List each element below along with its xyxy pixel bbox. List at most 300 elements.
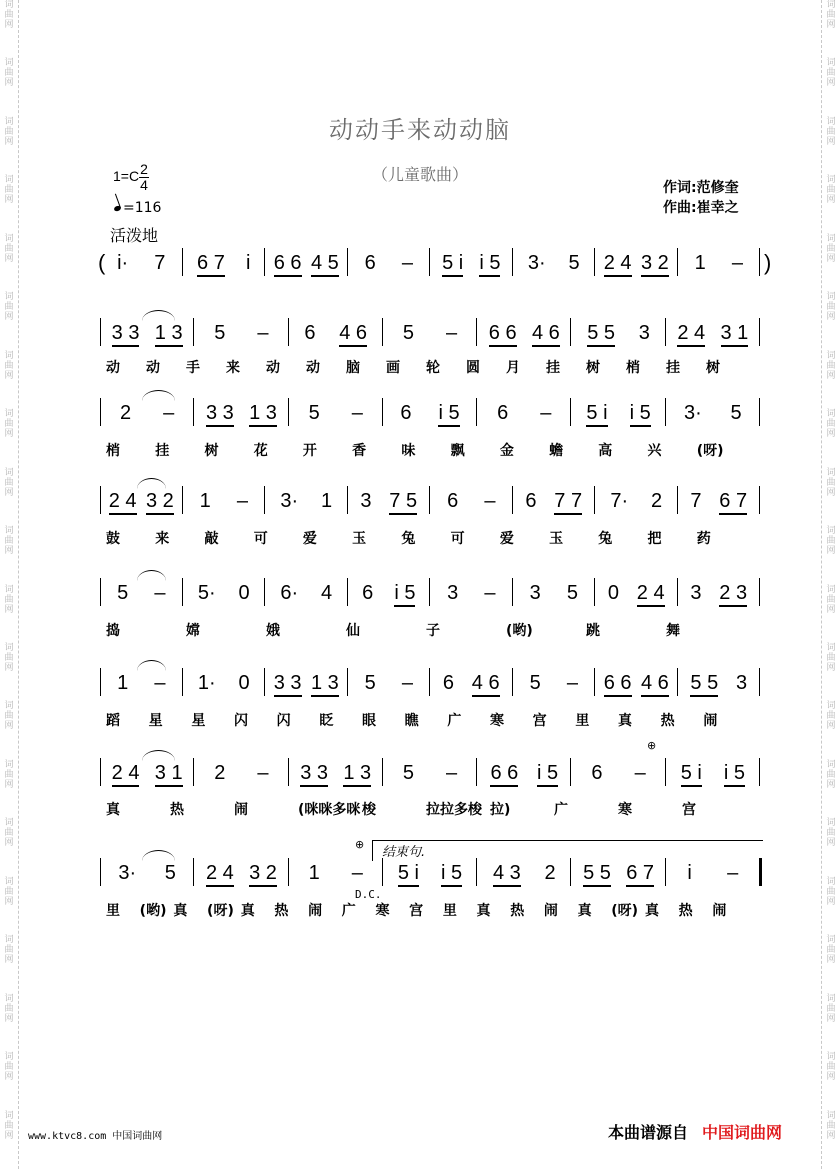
barline: [264, 486, 265, 514]
watermark-char: 词: [4, 876, 14, 887]
lyric-syllable: 眨: [319, 713, 334, 729]
watermark-char: 曲: [4, 243, 14, 254]
note-group: 2: [544, 862, 556, 884]
watermark-char: 网: [826, 721, 836, 732]
measure: [682, 490, 757, 514]
measure: [187, 490, 262, 514]
note-group: 6 6: [274, 252, 302, 277]
note-group: 2 4: [206, 862, 234, 887]
lyric-syllable: 来: [226, 360, 240, 376]
note-group: 6: [497, 402, 509, 424]
notation-row: [100, 578, 770, 608]
watermark-char: 词: [826, 935, 836, 946]
lyric-syllable: 开: [302, 443, 317, 459]
note-group: –: [236, 490, 248, 512]
measure: [269, 582, 344, 606]
barline: [570, 318, 571, 346]
watermark-char: 曲: [826, 68, 836, 79]
note-group: 5: [566, 582, 578, 604]
note-group: 1: [117, 672, 129, 694]
barline: [594, 486, 595, 514]
watermark-char: 网: [4, 195, 14, 206]
barline: [759, 578, 760, 606]
barline: [182, 486, 183, 514]
watermark-char: 词: [4, 233, 14, 244]
measure: [352, 582, 427, 606]
measure: [670, 322, 756, 346]
lyric-syllable: (哟): [506, 623, 533, 639]
barline: [677, 668, 678, 696]
barline: [570, 858, 571, 886]
lyric-syllable: 宫: [682, 802, 696, 818]
note-group: –: [484, 582, 496, 604]
note-group: 5: [117, 582, 129, 604]
barline: [264, 248, 265, 276]
watermark-char: 词: [826, 350, 836, 361]
lyric-syllable: 来: [155, 531, 170, 547]
barline: [288, 858, 289, 886]
note-group: i 5: [724, 762, 745, 787]
tempo-value: =116: [123, 200, 162, 216]
barline: [429, 668, 430, 696]
barline: [193, 398, 194, 426]
watermark-char: 网: [4, 955, 14, 966]
lyric-syllable: 里: [442, 903, 457, 919]
watermark-char: 网: [4, 779, 14, 790]
composer: 作曲:崔幸之: [663, 200, 739, 216]
barline: [665, 398, 666, 426]
measure: [387, 322, 473, 346]
watermark-char: 词: [4, 1110, 14, 1121]
barline: [429, 248, 430, 276]
lyric-syllable: 广: [447, 713, 462, 729]
note-group: –: [351, 862, 363, 884]
lyric-row: [100, 528, 770, 550]
watermark-char: 词: [826, 175, 836, 186]
lyric-syllable: 挂: [155, 443, 170, 459]
measure: [104, 322, 190, 346]
note-group: 2: [214, 762, 226, 784]
lyric-syllable: 挂: [546, 360, 560, 376]
lyric-syllable: 宫: [409, 903, 424, 919]
song-subtitle: （儿童歌曲）: [371, 165, 468, 184]
note-group: 3·: [527, 252, 546, 274]
watermark-char: 曲: [4, 1003, 14, 1014]
measure: [198, 862, 284, 886]
note-group: 6 6: [490, 762, 518, 787]
watermark-char: 网: [4, 838, 14, 849]
note-group: 3 2: [641, 252, 669, 277]
watermark-char: 曲: [826, 652, 836, 663]
lyric-syllable: 画: [386, 360, 400, 376]
note-group: 7·: [610, 490, 629, 512]
note-group: 3·: [280, 490, 299, 512]
note-group: 5 5: [587, 322, 615, 347]
notation-row: [100, 668, 770, 698]
watermark-char: 曲: [826, 419, 836, 430]
measure: [187, 582, 262, 606]
barline: [476, 318, 477, 346]
barline: [429, 486, 430, 514]
watermark-char: 词: [4, 935, 14, 946]
lyric-syllable: 真: [644, 903, 659, 919]
watermark-char: 词: [826, 1052, 836, 1063]
note-group: 2: [120, 402, 132, 424]
lyric-syllable: (哟): [139, 903, 167, 919]
watermark-char: 网: [826, 955, 836, 966]
lyric-syllable: 热: [660, 713, 675, 729]
watermark-char: 网: [826, 487, 836, 498]
lyric-syllable: 里: [575, 713, 590, 729]
watermark-char: 网: [826, 604, 836, 615]
barline: [347, 578, 348, 606]
watermark-char: 曲: [4, 711, 14, 722]
lyric-syllable: 寒: [375, 903, 390, 919]
note-group: 3: [735, 672, 748, 694]
quarter-note-icon: [113, 205, 121, 212]
lyric-syllable: 兴: [647, 443, 662, 459]
watermark-char: 曲: [4, 68, 14, 79]
time-signature: [139, 162, 149, 193]
watermark-char: 网: [826, 546, 836, 557]
barline: [665, 858, 666, 886]
barline: [264, 668, 265, 696]
measure: [575, 402, 661, 426]
note-group: 1·: [197, 672, 216, 694]
measure: [187, 252, 262, 276]
note-group: 2: [650, 490, 663, 512]
watermark-char: 曲: [4, 10, 14, 20]
measure: [599, 490, 674, 514]
watermark-char: 网: [826, 838, 836, 849]
lyric-row: [100, 357, 770, 379]
lyric-syllable: 跳: [586, 623, 600, 639]
key-signature: [113, 162, 149, 193]
barline: [594, 248, 595, 276]
ending-bracket: [372, 840, 763, 861]
watermark-char: 词: [4, 1052, 14, 1063]
lyric-syllable: (咪咪多咪: [298, 802, 361, 818]
note-group: 7 5: [389, 490, 417, 515]
watermark-char: 词: [826, 642, 836, 653]
lyric-syllable: 兔: [598, 531, 613, 547]
watermark-char: 网: [826, 253, 836, 264]
watermark-char: 曲: [4, 302, 14, 313]
measure: [352, 490, 427, 514]
lyric-syllable: 拉拉多梭: [426, 802, 482, 818]
note-group: 3: [360, 490, 372, 512]
note-group: 7: [690, 490, 702, 512]
tempo-marking: [114, 200, 161, 216]
note-group: 5: [529, 672, 541, 694]
watermark-char: 曲: [4, 945, 14, 956]
dc-mark: D.C.: [355, 888, 382, 901]
note-group: 2 3: [719, 582, 747, 607]
lyric-syllable: 广: [554, 802, 568, 818]
watermark-char: 网: [4, 896, 14, 907]
notation-row: [100, 486, 770, 516]
note-group: 5: [164, 862, 176, 884]
slur: [137, 478, 166, 489]
barline: [182, 248, 183, 276]
lyric-syllable: 飘: [450, 443, 465, 459]
watermark-char: 网: [4, 604, 14, 615]
lyric-syllable: (呀): [696, 443, 724, 459]
slur: [142, 390, 175, 401]
note-group: –: [163, 402, 175, 424]
watermark-char: 曲: [826, 360, 836, 371]
ending-label: 结束句.: [382, 845, 426, 860]
watermark-char: 词: [826, 759, 836, 770]
note-group: 5 i: [398, 862, 419, 887]
lyric-syllable: 梢: [106, 443, 120, 459]
lyric-syllable: 脑: [346, 360, 360, 376]
lyric-row: [100, 900, 770, 922]
note-group: –: [566, 672, 578, 694]
lyric-syllable: 梢: [626, 360, 640, 376]
watermark-char: 词: [826, 993, 836, 1004]
note-group: 0: [238, 582, 250, 604]
note-group: –: [154, 582, 166, 604]
notation-row: [100, 398, 770, 428]
note-group: 6·: [280, 582, 299, 604]
lyric-syllable: 动: [106, 360, 120, 376]
watermark-char: 曲: [4, 652, 14, 663]
lyric-syllable: 动: [266, 360, 280, 376]
barline: [347, 668, 348, 696]
note-group: –: [401, 672, 413, 694]
lyric-syllable: 味: [401, 443, 416, 459]
watermark-char: 曲: [826, 126, 836, 137]
coda-mark-1: ⊕: [647, 739, 657, 752]
watermark-char: 曲: [826, 945, 836, 956]
note-group: 5 i: [442, 252, 463, 277]
lyric-syllable: 嫦: [186, 623, 200, 639]
barline: [100, 758, 101, 786]
watermark-char: 网: [826, 429, 836, 440]
measure: [198, 402, 284, 426]
barline: [476, 858, 477, 886]
watermark-char: 曲: [826, 1120, 836, 1131]
barline: [100, 398, 101, 426]
barline: [382, 318, 383, 346]
lyric-syllable: 热: [274, 903, 289, 919]
barline: [570, 398, 571, 426]
measure: [599, 672, 674, 696]
watermark-char: 曲: [826, 886, 836, 897]
lyric-syllable: 捣: [106, 623, 120, 639]
time-numerator: 2: [140, 161, 148, 177]
lyric-syllable: 闹: [234, 802, 248, 818]
note-group: 6: [304, 322, 316, 344]
note-group: 3: [447, 582, 459, 604]
barline: [193, 758, 194, 786]
watermark-char: 网: [826, 1072, 836, 1083]
lyric-syllable: 真: [476, 903, 491, 919]
barline: [100, 318, 101, 346]
lyric-syllable: 闪: [234, 713, 248, 729]
barline: [665, 318, 666, 346]
note-group: 5: [402, 762, 414, 784]
watermark-char: 网: [826, 370, 836, 381]
watermark-char: 网: [4, 1130, 14, 1141]
watermark-char: 网: [4, 78, 14, 89]
lyric-syllable: 可: [450, 531, 465, 547]
watermark-char: 网: [4, 429, 14, 440]
watermark-char: 曲: [826, 1003, 836, 1014]
note-group: 6: [447, 490, 459, 512]
barline: [677, 248, 678, 276]
note-group: 1: [199, 490, 211, 512]
lyric-syllable: 寒: [618, 802, 632, 818]
note-group: 7: [154, 252, 166, 274]
note-group: 5: [402, 322, 414, 344]
lyric-syllable: 真: [618, 713, 632, 729]
measure: [599, 252, 674, 276]
lyric-row: [100, 710, 770, 732]
note-group: 3 2: [146, 490, 174, 515]
barline: [382, 398, 383, 426]
lyric-syllable: 手: [186, 360, 200, 376]
measure: [352, 252, 427, 276]
measure: [434, 672, 509, 696]
note-group: –: [634, 762, 646, 784]
barline: [382, 758, 383, 786]
watermark-char: 网: [4, 312, 14, 323]
watermark-char: 词: [4, 467, 14, 478]
lyric-syllable: 动: [146, 360, 160, 376]
lyric-row: [100, 620, 770, 642]
watermark-char: 曲: [826, 243, 836, 254]
note-group: 4 6: [532, 322, 560, 347]
mood-marking: 活泼地: [110, 226, 159, 245]
lyric-syllable: 热: [510, 903, 525, 919]
measure: [599, 582, 674, 606]
note-group: 4 3: [493, 862, 521, 887]
lyric-row: [100, 440, 770, 462]
lyric-syllable: 舞: [666, 623, 680, 639]
lyric-syllable: 娥: [266, 623, 280, 639]
note-group: 6 7: [197, 252, 225, 277]
watermark-char: 词: [4, 116, 14, 127]
key-prefix: 1=C: [113, 168, 140, 185]
watermark-char: 词: [4, 526, 14, 537]
measure: [481, 402, 567, 426]
lyric-syllable: 爱: [499, 531, 514, 547]
note-group: 5·: [197, 582, 216, 604]
slur: [137, 660, 166, 671]
measure: [517, 490, 592, 514]
note-group: –: [727, 862, 739, 884]
notation-row: [100, 318, 770, 348]
watermark-char: 曲: [4, 126, 14, 137]
slur: [142, 310, 175, 321]
note-group: 5: [568, 252, 580, 274]
barline: [570, 758, 571, 786]
barline: [594, 668, 595, 696]
watermark-char: 曲: [826, 769, 836, 780]
barline: [759, 248, 760, 276]
note-group: 1 3: [249, 402, 277, 427]
measure: [682, 672, 757, 696]
barline: [347, 486, 348, 514]
barline: [100, 858, 101, 886]
measure: [682, 252, 757, 276]
note-group: 3·: [118, 862, 137, 884]
lyric-syllable: 玉: [352, 531, 367, 547]
measure: [434, 252, 509, 276]
note-group: –: [445, 322, 458, 344]
watermark-char: 词: [4, 642, 14, 653]
watermark-char: 词: [4, 175, 14, 186]
lyric-syllable: 圆: [466, 360, 480, 376]
watermark-char: 网: [826, 1013, 836, 1024]
lyric-syllable: (呀): [611, 903, 639, 919]
note-group: 0: [607, 582, 620, 604]
lyric-syllable: 花: [253, 443, 268, 459]
barline: [100, 578, 101, 606]
barline: [512, 578, 513, 606]
note-group: 5: [308, 402, 320, 424]
barline: [193, 318, 194, 346]
note-group: i 5: [441, 862, 462, 887]
note-group: 1 3: [155, 322, 183, 347]
lyric-syllable: 鼓: [106, 531, 120, 547]
lyric-syllable: 拉): [490, 802, 511, 818]
lyric-syllable: 热: [678, 903, 693, 919]
watermark-char: 网: [826, 896, 836, 907]
note-group: 6: [525, 490, 537, 512]
lyric-syllable: 闹: [703, 713, 718, 729]
barline: [594, 578, 595, 606]
barline: [288, 318, 289, 346]
lyric-syllable: 广: [341, 903, 356, 919]
measure: [682, 582, 757, 606]
lyric-syllable: 月: [506, 360, 520, 376]
watermark-char: 网: [4, 253, 14, 264]
watermark-char: 词: [4, 58, 14, 69]
note-group: 2 4: [112, 762, 140, 787]
measure: [387, 862, 473, 886]
lyric-syllable: 闹: [543, 903, 558, 919]
measure: [517, 582, 592, 606]
barline: [182, 578, 183, 606]
lyric-syllable: 药: [696, 531, 711, 547]
lyric-syllable: 动: [306, 360, 320, 376]
watermark-char: 曲: [4, 419, 14, 430]
barline: [512, 486, 513, 514]
measure: [104, 490, 179, 514]
note-group: 6: [442, 672, 455, 694]
lyric-syllable: 兔: [401, 531, 416, 547]
watermark-char: 词: [4, 759, 14, 770]
footer-source: [608, 1120, 782, 1143]
note-group: –: [351, 402, 363, 424]
watermark-char: 曲: [826, 10, 836, 20]
watermark-char: 曲: [826, 185, 836, 196]
footer-url: www.ktvc8.com 中国词曲网: [28, 1131, 163, 1142]
lyric-syllable: 蟾: [549, 443, 564, 459]
note-group: 6: [364, 252, 376, 274]
lyric-syllable: 闹: [308, 903, 323, 919]
watermark-char: 曲: [826, 302, 836, 313]
lyric-syllable: 挂: [666, 360, 680, 376]
note-group: 6 7: [626, 862, 654, 887]
barline: [182, 668, 183, 696]
lyric-syllable: 星: [148, 713, 163, 729]
lyric-syllable: 真: [240, 903, 255, 919]
measure: [670, 762, 756, 786]
